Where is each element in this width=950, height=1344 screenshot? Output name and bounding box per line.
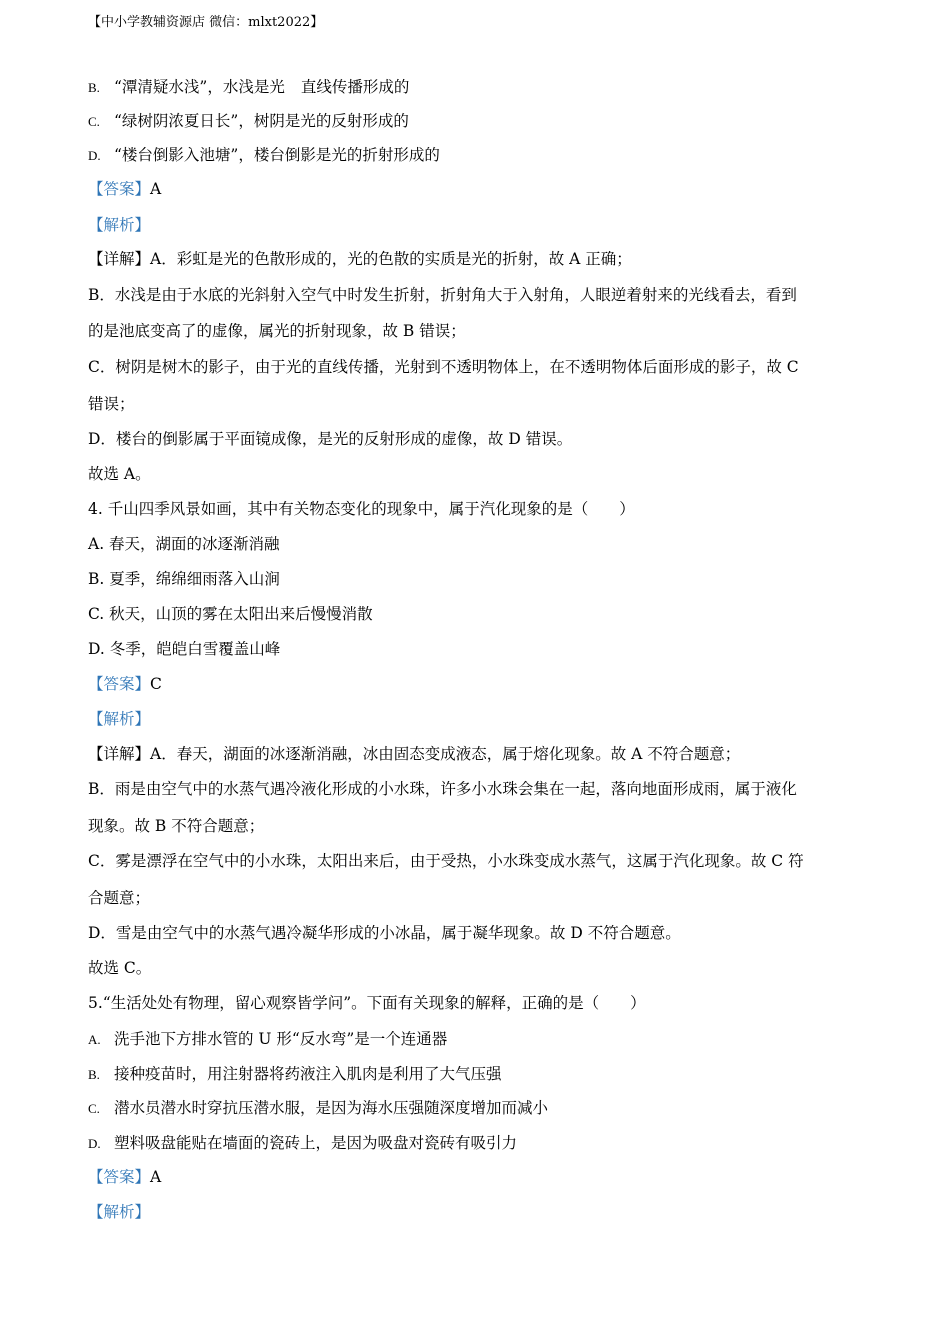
q3-option-d [88, 144, 440, 167]
q5-option-b-text: 接种疫苗时，用注射器将药液注入肌肉是利用了大气压强 [114, 1065, 502, 1083]
q3-detail-b-1: B．水浅是由于水底的光斜射入空气中时发生折射，折射角大于入射角，人眼逆着射来的光线看去，看到 [88, 286, 797, 304]
q4-conclusion: 故选 C。 [88, 959, 152, 977]
q3-option-b-text-1: “潭清疑水浅”，水浅是光 [114, 78, 285, 96]
q3-analysis [88, 214, 150, 236]
q4-option-c: C. 秋天，山顶的雾在太阳出来后慢慢消散 [88, 605, 373, 623]
q5-option-b [88, 1063, 502, 1086]
q5-option-d-label: D. [88, 1136, 101, 1151]
q5-option-a-label: A. [88, 1032, 101, 1047]
q5-option-a-text: 洗手池下方排水管的 U 形“反水弯”是一个连通器 [114, 1030, 448, 1048]
q3-option-d-text: “楼台倒影入池塘”，楼台倒影是光的折射形成的 [114, 146, 440, 164]
q3-answer-tag: 【答案】 [88, 180, 151, 198]
q5-option-d [88, 1132, 517, 1155]
q5-analysis-tag: 【解析】 [88, 1203, 151, 1221]
q3-conclusion: 故选 A。 [88, 465, 151, 483]
q5-answer-value: A [150, 1168, 162, 1186]
q5-option-c-text: 潜水员潜水时穿抗压潜水服，是因为海水压强随深度增加而减小 [114, 1099, 549, 1117]
q4-detail-d: D．雪是由空气中的水蒸气遇冷凝华形成的小冰晶，属于凝华现象。故 D 不符合题意。 [88, 924, 681, 942]
q4-option-a: A. 春天，湖面的冰逐渐消融 [88, 535, 280, 553]
q3-analysis-tag: 【解析】 [88, 216, 151, 234]
q3-answer-value: A [150, 180, 162, 198]
q3-option-c-text: “绿树阴浓夏日长”，树阴是光的反射形成的 [114, 112, 409, 130]
q3-detail-c-2: 错误； [88, 395, 135, 413]
q4-analysis [88, 708, 150, 730]
q5-option-c-label: C. [88, 1101, 100, 1116]
q4-analysis-tag: 【解析】 [88, 710, 151, 728]
q3-option-d-label: D. [88, 148, 101, 163]
q3-option-c-label: C. [88, 114, 100, 129]
q3-option-b-text-2: 直线传播形成的 [300, 78, 410, 96]
q4-detail-a [88, 743, 740, 765]
q3-detail-d: D．楼台的倒影属于平面镜成像，是光的反射形成的虚像，故 D 错误。 [88, 430, 573, 448]
q3-detail-a [88, 248, 632, 270]
q3-detail-c-1: C．树阴是树木的影子，由于光的直线传播，光射到不透明物体上，在不透明物体后面形成的影子，故 C [88, 358, 799, 376]
q4-detail-tag: 【详解】 [88, 745, 151, 763]
q4-detail-c-1: C．雾是漂浮在空气中的小水珠，太阳出来后，由于受热，小水珠变成水蒸气，这属于汽化现象。故 C 符 [88, 852, 804, 870]
q5-option-c [88, 1097, 548, 1120]
q4-detail-b-1: B．雨是由空气中的水蒸气遇冷液化形成的小水珠，许多小水珠会集在一起，落向地面形成雨，属于液化 [88, 780, 797, 798]
q5-answer-tag: 【答案】 [88, 1168, 151, 1186]
q5-analysis [88, 1201, 150, 1223]
q3-detail-b-2: 的是池底变高了的虚像，属光的折射现象，故 B 错误； [88, 322, 466, 340]
q3-option-b [88, 76, 409, 99]
q4-option-d: D. 冬季，皑皑白雪覆盖山峰 [88, 640, 281, 658]
q3-option-b-label: B. [88, 80, 100, 95]
q4-stem: 4. 千山四季风景如画，其中有关物态变化的现象中，属于汽化现象的是（ ） [88, 500, 635, 518]
q4-answer-tag: 【答案】 [88, 675, 151, 693]
q5-option-d-text: 塑料吸盘能贴在墙面的瓷砖上，是因为吸盘对瓷砖有吸引力 [114, 1134, 518, 1152]
q4-detail-c-2: 合题意； [88, 889, 151, 907]
q5-answer [88, 1166, 161, 1188]
q4-detail-a-text: A．春天，湖面的冰逐渐消融，冰由固态变成液态，属于熔化现象。故 A 不符合题意； [150, 745, 741, 763]
q5-stem: 5.“生活处处有物理，留心观察皆学问”。下面有关现象的解释，正确的是（ ） [88, 994, 646, 1012]
q4-option-b: B. 夏季，绵绵细雨落入山涧 [88, 570, 280, 588]
q5-option-a [88, 1028, 447, 1051]
q3-detail-a-text: A．彩虹是光的色散形成的，光的色散的实质是光的折射，故 A 正确； [150, 250, 632, 268]
q3-answer [88, 178, 161, 200]
q3-option-c [88, 110, 409, 133]
q4-answer [88, 673, 162, 695]
page-header: 【中小学教辅资源店 微信：mlxt2022】 [88, 15, 324, 30]
q5-option-b-label: B. [88, 1067, 100, 1082]
q4-answer-value: C [150, 675, 162, 693]
q3-detail-tag: 【详解】 [88, 250, 151, 268]
q4-detail-b-2: 现象。故 B 不符合题意； [88, 817, 265, 835]
